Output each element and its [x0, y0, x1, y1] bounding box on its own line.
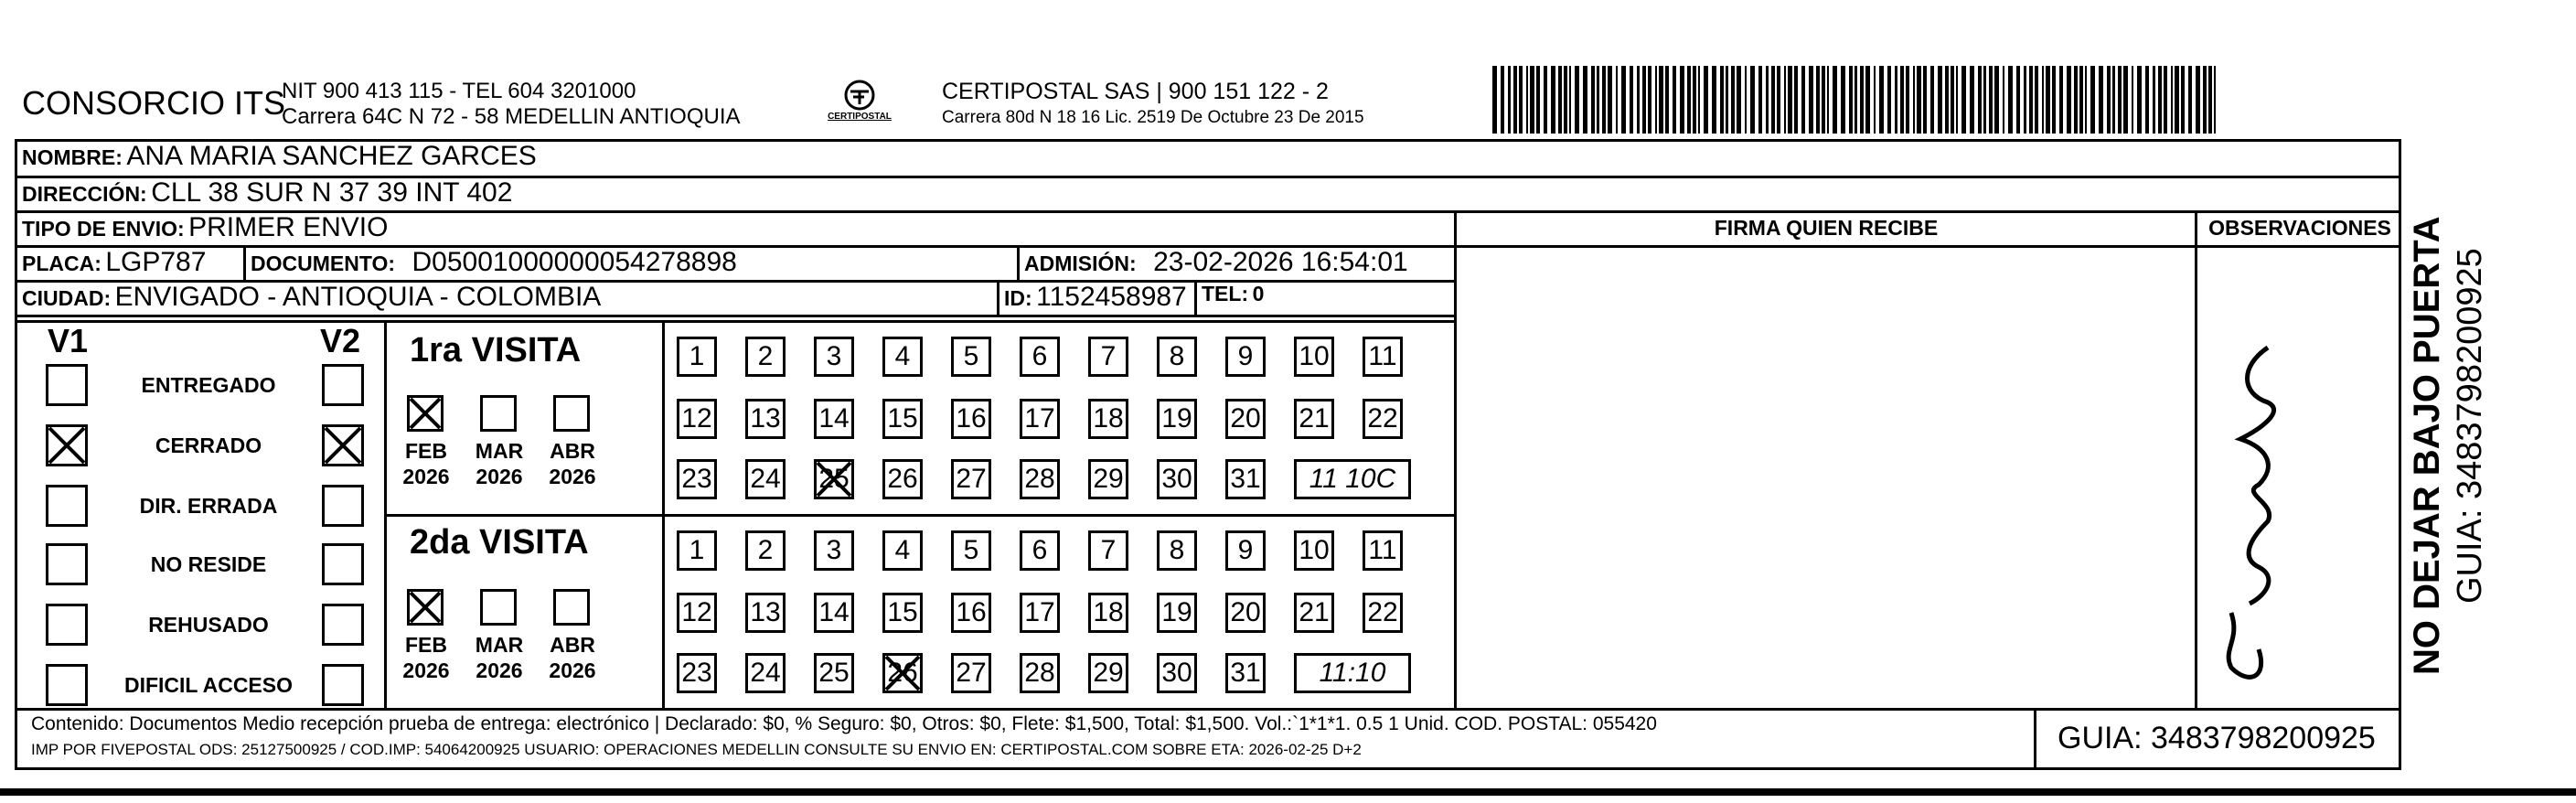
- barcode-bar: [1970, 66, 1974, 134]
- v1-checkbox[interactable]: [46, 604, 88, 646]
- barcode-bar: [1983, 66, 1986, 134]
- status-label: CERRADO: [155, 434, 262, 457]
- barcode-bar: [1530, 66, 1534, 134]
- v1-checkbox[interactable]: [46, 543, 88, 585]
- barcode-bar: [2099, 66, 2103, 134]
- firma-header: FIRMA QUIEN RECIBE: [1714, 216, 1939, 240]
- barcode-bar: [2024, 66, 2026, 134]
- barcode-bar: [1630, 66, 1633, 134]
- visit1-day-box[interactable]: 24: [745, 459, 786, 499]
- id-value: 1152458987: [1036, 282, 1187, 312]
- visit2-day-box[interactable]: 2: [745, 530, 786, 571]
- barcode-bar: [1655, 66, 1657, 134]
- barcode-bar: [1551, 66, 1555, 134]
- barcode-bar: [1731, 66, 1735, 134]
- visit2-year-label: 2026: [549, 658, 596, 682]
- visit2-day-box[interactable]: 13: [745, 593, 786, 633]
- barcode-bar: [1917, 66, 1921, 134]
- visit2-year-label: 2026: [476, 658, 523, 682]
- barcode-bar: [1544, 66, 1547, 134]
- barcode-bar: [2090, 66, 2095, 134]
- admision-value: 23-02-2026 16:54:01: [1153, 247, 1408, 277]
- barcode-bar: [1855, 66, 1857, 134]
- visit1-month-label: MAR: [475, 439, 524, 463]
- barcode-bar: [2208, 66, 2212, 134]
- visit2-month-checkbox[interactable]: [480, 589, 517, 626]
- visit2-day-box[interactable]: 21: [1294, 593, 1334, 633]
- barcode-bar: [1526, 66, 1528, 134]
- barcode-bar: [1874, 66, 1876, 134]
- visit2-day-box[interactable]: 28: [1020, 653, 1060, 693]
- visit2-day-box[interactable]: 26: [882, 653, 923, 693]
- barcode-bar: [2112, 66, 2115, 134]
- visit2-day-cross: [882, 653, 923, 693]
- ciudad-field: [22, 282, 601, 313]
- barcode-bar: [1788, 66, 1792, 134]
- documento-field: [251, 247, 737, 278]
- v1-checkbox[interactable]: [46, 664, 88, 706]
- visit1-month-label: FEB: [405, 439, 447, 463]
- barcode-bar: [1575, 66, 1579, 134]
- visit1-month-check-mark: [407, 395, 444, 432]
- visit1-hour-box: 11 10C: [1294, 459, 1411, 499]
- barcode-bar: [1673, 66, 1676, 134]
- v2-header: V2: [320, 322, 361, 359]
- barcode-bar: [2085, 66, 2087, 134]
- ciudad-label: CIUDAD:: [22, 286, 112, 310]
- barcode-bar: [1750, 66, 1755, 134]
- barcode-bar: [1771, 66, 1775, 134]
- barcode-bar: [1841, 66, 1845, 134]
- barcode-bar: [1536, 66, 1540, 134]
- barcode-bar: [1930, 66, 1934, 134]
- visit1-day-box[interactable]: 11: [1363, 337, 1403, 377]
- visit1-year-label: 2026: [476, 465, 523, 488]
- visit2-month-checkbox[interactable]: [553, 589, 590, 626]
- barcode-bar: [1712, 66, 1716, 134]
- documento-label: DOCUMENTO:: [251, 252, 396, 275]
- barcode-bar: [1900, 66, 1904, 134]
- certipostal-logo: [818, 77, 901, 132]
- documento-value: D05001000000054278898: [412, 247, 737, 277]
- barcode-bar: [1698, 66, 1700, 134]
- visit1-day-box[interactable]: 21: [1294, 399, 1334, 439]
- barcode-bar: [1801, 66, 1805, 134]
- admision-label: ADMISIÓN:: [1024, 252, 1137, 275]
- tipo-envio-value: PRIMER ENVIO: [188, 212, 389, 242]
- barcode-bar: [2046, 66, 2050, 134]
- barcode-bar: [1956, 66, 1958, 134]
- visit2-day-box[interactable]: 30: [1157, 653, 1197, 693]
- tipo-envio-label: TIPO DE ENVIO:: [22, 217, 185, 241]
- barcode-bar: [1726, 66, 1728, 134]
- logo-text: CERTIPOSTAL: [828, 112, 892, 122]
- barcode-bar: [1564, 66, 1567, 134]
- barcode-bar: [2175, 66, 2179, 134]
- barcode-bar: [1777, 66, 1780, 134]
- visit1-day-box[interactable]: 20: [1225, 399, 1266, 439]
- visit1-day-box[interactable]: 2: [745, 337, 786, 377]
- barcode-bar: [2153, 66, 2155, 134]
- barcode-bar: [1621, 66, 1626, 134]
- barcode-bar: [1887, 66, 1891, 134]
- visit1-day-box[interactable]: 5: [951, 337, 991, 377]
- visit2-day-box[interactable]: 27: [951, 653, 991, 693]
- visit2-day-box[interactable]: 14: [814, 593, 854, 633]
- barcode-bar: [2158, 66, 2162, 134]
- barcode-bar: [1938, 66, 1942, 134]
- footer-guia: GUIA: 3483798200925: [2058, 721, 2376, 755]
- barcode-bar: [2059, 66, 2063, 134]
- company-nit: NIT 900 413 115 - TEL 604 3201000: [282, 79, 636, 103]
- visit1-day-box[interactable]: 18: [1088, 399, 1128, 439]
- visit1-day-box[interactable]: 25: [814, 459, 854, 499]
- barcode-bar: [1569, 66, 1571, 134]
- nombre-value: ANA MARIA SANCHEZ GARCES: [126, 141, 537, 171]
- barcode-bar: [1951, 66, 1954, 134]
- barcode-bar: [1513, 66, 1517, 134]
- barcode-bar: [2042, 66, 2044, 134]
- visit2-month-check-mark: [407, 589, 444, 626]
- barcode-bar: [1809, 66, 1813, 134]
- barcode-bar: [1961, 66, 1966, 134]
- visit1-year-label: 2026: [402, 465, 450, 488]
- barcode-bar: [2118, 66, 2122, 134]
- barcode-bar: [1822, 66, 1825, 134]
- visit1-day-box[interactable]: 15: [882, 399, 923, 439]
- tel-value: 0: [1252, 282, 1265, 305]
- visit2-day-box[interactable]: 31: [1225, 653, 1266, 693]
- barcode-bar: [1906, 66, 1909, 134]
- visit2-month-label: ABR: [550, 633, 595, 657]
- barcode-bar: [1895, 66, 1897, 134]
- v1-checkbox[interactable]: [46, 485, 88, 527]
- handwritten-signature: [2204, 338, 2304, 704]
- side-guia: GUIA: 3483798200925: [2451, 248, 2489, 604]
- visit2-day-box[interactable]: 6: [1020, 530, 1060, 571]
- v2-checkbox[interactable]: [322, 485, 364, 527]
- visit1-day-box[interactable]: 1: [677, 337, 717, 377]
- barcode-bar: [1665, 66, 1669, 134]
- visit2-day-box[interactable]: 11: [1363, 530, 1403, 571]
- v1-header: V1: [48, 322, 89, 359]
- visit2-month-label: MAR: [475, 633, 524, 657]
- visit2-day-box[interactable]: 5: [951, 530, 991, 571]
- barcode-bar: [1860, 66, 1864, 134]
- tipo-envio-row: [22, 212, 388, 243]
- barcode-bar: [2171, 66, 2173, 134]
- visit1-day-box[interactable]: 6: [1020, 337, 1060, 377]
- observaciones-header: OBSERVACIONES: [2208, 216, 2391, 240]
- visit1-day-box[interactable]: 14: [814, 399, 854, 439]
- barcode-bar: [2016, 66, 2020, 134]
- visit1-day-box[interactable]: 31: [1225, 459, 1266, 499]
- barcode-bar: [1758, 66, 1762, 134]
- barcode-bar: [1693, 66, 1696, 134]
- visit2-day-box[interactable]: 7: [1088, 530, 1128, 571]
- barcode-bar: [1501, 66, 1504, 134]
- barcode-bar: [2203, 66, 2207, 134]
- direccion-row: [22, 177, 512, 209]
- barcode-bar: [1827, 66, 1829, 134]
- barcode-bar: [1616, 66, 1618, 134]
- visit2-title: 2da VISITA: [410, 523, 589, 562]
- barcode-bar: [1608, 66, 1612, 134]
- barcode-bar: [2137, 66, 2142, 134]
- visit1-day-box[interactable]: 19: [1157, 399, 1197, 439]
- barcode-bar: [2214, 66, 2216, 134]
- barcode-bar: [1978, 66, 1982, 134]
- barcode-bar: [1583, 66, 1587, 134]
- status-label: ENTREGADO: [141, 373, 276, 397]
- barcode-bar: [2196, 66, 2200, 134]
- visit2-day-box[interactable]: 20: [1225, 593, 1266, 633]
- barcode-bar: [2181, 66, 2185, 134]
- visit1-day-box[interactable]: 30: [1157, 459, 1197, 499]
- barcode-bar: [1766, 66, 1769, 134]
- ciudad-value: ENVIGADO - ANTIOQUIA - COLOMBIA: [114, 282, 602, 312]
- barcode-bar: [1642, 66, 1646, 134]
- barcode-bar: [1492, 66, 1497, 134]
- barcode-bar: [1794, 66, 1798, 134]
- admision-field: [1024, 247, 1408, 278]
- v2-check-mark: [322, 424, 364, 466]
- visit1-day-box[interactable]: 4: [882, 337, 923, 377]
- visit2-month-label: FEB: [405, 633, 447, 657]
- barcode-bar: [1737, 66, 1741, 134]
- visit1-day-box[interactable]: 28: [1020, 459, 1060, 499]
- visit1-day-box[interactable]: 12: [677, 399, 717, 439]
- visit2-day-box[interactable]: 15: [882, 593, 923, 633]
- visit1-day-cross: [814, 459, 854, 499]
- barcode-bar: [1558, 66, 1562, 134]
- barcode-bar: [2164, 66, 2167, 134]
- barcode-bar: [1659, 66, 1663, 134]
- status-label: REHUSADO: [148, 613, 269, 637]
- placa-label: PLACA:: [22, 252, 102, 275]
- barcode-bar: [2008, 66, 2013, 134]
- barcode-bar: [2132, 66, 2133, 134]
- barcode-bar: [1602, 66, 1606, 134]
- barcode-bar: [1945, 66, 1949, 134]
- visit1-year-label: 2026: [549, 465, 596, 488]
- visit1-day-box[interactable]: 23: [677, 459, 717, 499]
- barcode-bar: [1816, 66, 1820, 134]
- visit2-day-box[interactable]: 3: [814, 530, 854, 571]
- courier-address: Carrera 80d N 18 16 Lic. 2519 De Octubre 23 De 2015: [942, 108, 1364, 127]
- barcode-bar: [1687, 66, 1691, 134]
- id-field: [1004, 282, 1187, 313]
- bottom-bar: [0, 788, 2576, 796]
- barcode-bar: [1745, 66, 1747, 134]
- barcode-bar: [1637, 66, 1640, 134]
- barcode-bar: [1994, 66, 1999, 134]
- visit2-year-label: 2026: [402, 658, 450, 682]
- visit1-day-box[interactable]: 9: [1225, 337, 1266, 377]
- nombre-row: [22, 141, 537, 172]
- barcode-bar: [1989, 66, 1993, 134]
- visit1-day-box[interactable]: 13: [745, 399, 786, 439]
- visit1-day-box[interactable]: 22: [1363, 399, 1403, 439]
- visit1-day-box[interactable]: 16: [951, 399, 991, 439]
- barcode-bar: [2079, 66, 2083, 134]
- v2-checkbox[interactable]: [322, 543, 364, 585]
- visit1-day-box[interactable]: 8: [1157, 337, 1197, 377]
- barcode-bar: [2029, 66, 2033, 134]
- barcode: [1492, 66, 2222, 134]
- visit1-month-checkbox[interactable]: [480, 395, 517, 432]
- placa-field: [22, 247, 206, 278]
- visit2-day-box[interactable]: 1: [677, 530, 717, 571]
- barcode-bar: [1865, 66, 1870, 134]
- barcode-bar: [1833, 66, 1837, 134]
- company-address: Carrera 64C N 72 - 58 MEDELLIN ANTIOQUIA: [282, 104, 741, 129]
- status-label: DIFICIL ACCESO: [123, 673, 293, 697]
- visit1-month-checkbox[interactable]: [553, 395, 590, 432]
- barcode-bar: [1597, 66, 1599, 134]
- barcode-bar: [2188, 66, 2192, 134]
- visit1-day-box[interactable]: 26: [882, 459, 923, 499]
- visit1-day-box[interactable]: 17: [1020, 399, 1060, 439]
- barcode-bar: [1879, 66, 1884, 134]
- id-label: ID:: [1004, 286, 1032, 310]
- visit2-day-box[interactable]: 17: [1020, 593, 1060, 633]
- barcode-bar: [1784, 66, 1786, 134]
- tel-field: [1202, 282, 1264, 306]
- visit2-day-box[interactable]: 25: [814, 653, 854, 693]
- visit2-day-box[interactable]: 12: [677, 593, 717, 633]
- visit2-day-box[interactable]: 22: [1363, 593, 1403, 633]
- barcode-bar: [2145, 66, 2149, 134]
- status-label: DIR. ERRADA: [139, 494, 278, 518]
- barcode-bar: [1849, 66, 1853, 134]
- v2-checkbox[interactable]: [322, 604, 364, 646]
- visit1-month-label: ABR: [550, 439, 595, 463]
- visit2-day-box[interactable]: 29: [1088, 653, 1128, 693]
- barcode-bar: [1519, 66, 1523, 134]
- tel-label: TEL:: [1202, 282, 1249, 305]
- barcode-bar: [1923, 66, 1927, 134]
- v2-checkbox[interactable]: [322, 364, 364, 406]
- courier-name: CERTIPOSTAL SAS | 900 151 122 - 2: [942, 79, 1329, 104]
- v1-checkbox[interactable]: [46, 364, 88, 406]
- status-label: NO RESIDE: [150, 552, 267, 576]
- visit1-day-box[interactable]: 29: [1088, 459, 1128, 499]
- visit2-day-box[interactable]: 16: [951, 593, 991, 633]
- barcode-bar: [2052, 66, 2056, 134]
- visit2-day-box[interactable]: 23: [677, 653, 717, 693]
- barcode-bar: [1913, 66, 1915, 134]
- side-warning: NO DEJAR BAJO PUERTA: [2407, 216, 2447, 675]
- barcode-bar: [1704, 66, 1708, 134]
- visit1-day-box[interactable]: 7: [1088, 337, 1128, 377]
- barcode-bar: [2035, 66, 2038, 134]
- footer-line-2: IMP POR FIVEPOSTAL ODS: 25127500925 / COD.IMP: 54064200925 USUARIO: OPERACIONES MEDELLIN CONSULTE SU ENVIO EN: CERTIPOSTAL.COM SOBRE ETA: 2026-02-25 D+2: [31, 741, 1362, 758]
- visit1-day-box[interactable]: 10: [1294, 337, 1334, 377]
- nombre-label: NOMBRE:: [22, 145, 123, 169]
- direccion-value: CLL 38 SUR N 37 39 INT 402: [151, 177, 513, 208]
- visit2-day-box[interactable]: 4: [882, 530, 923, 571]
- barcode-bar: [2067, 66, 2071, 134]
- company-name: CONSORCIO ITS: [22, 84, 286, 122]
- visit1-title: 1ra VISITA: [410, 331, 582, 369]
- visit2-day-box[interactable]: 24: [745, 653, 786, 693]
- barcode-bar: [1508, 66, 1511, 134]
- barcode-bar: [2074, 66, 2078, 134]
- barcode-bar: [2123, 66, 2128, 134]
- direccion-label: DIRECCIÓN:: [22, 182, 147, 206]
- visit2-day-box[interactable]: 10: [1294, 530, 1334, 571]
- visit1-day-box[interactable]: 3: [814, 337, 854, 377]
- visit2-hour-box: 11:10: [1294, 653, 1411, 693]
- v2-checkbox[interactable]: [322, 664, 364, 706]
- visit2-day-box[interactable]: 8: [1157, 530, 1197, 571]
- barcode-bar: [1648, 66, 1651, 134]
- placa-value: LGP787: [105, 247, 207, 277]
- barcode-bar: [1591, 66, 1595, 134]
- visit1-day-box[interactable]: 27: [951, 459, 991, 499]
- barcode-bar: [1680, 66, 1684, 134]
- barcode-bar: [2107, 66, 2111, 134]
- barcode-bar: [2003, 66, 2004, 134]
- visit2-day-box[interactable]: 9: [1225, 530, 1266, 571]
- visit2-day-box[interactable]: 18: [1088, 593, 1128, 633]
- visit2-day-box[interactable]: 19: [1157, 593, 1197, 633]
- barcode-bar: [1720, 66, 1724, 134]
- footer-line-1: Contenido: Documentos Medio recepción prueba de entrega: electrónico | Declarado: $0, % Seguro: $0, Otros: $0, Flete: $1,500, Total: $1,500. Vol.:`1*1*1. 0.5 1 Unid. COD. POSTAL: 055420: [31, 713, 1657, 734]
- v1-check-mark: [46, 424, 88, 466]
